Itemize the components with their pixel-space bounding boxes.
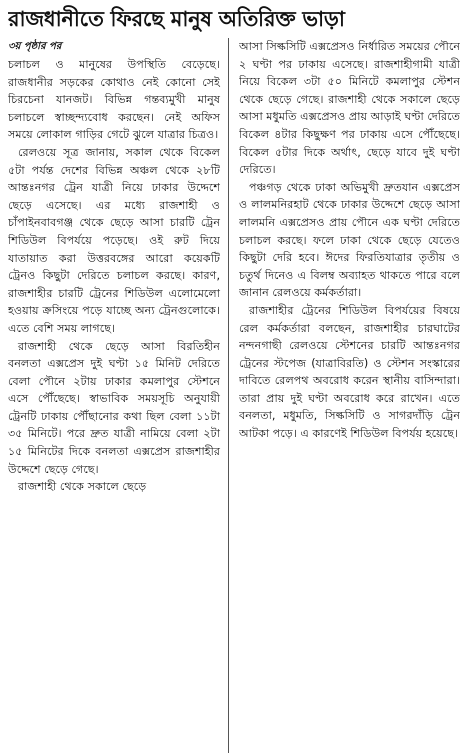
paragraph: রাজশাহীর ট্রেনের শিডিউল বিপর্যয়ের বিষয়ে রেল কর্মকর্তারা বলছেন, রাজশাহীর চারঘাটের নন্দনগাছী রেলওয়ে স্টেশনের চারটি আন্তঃনগর ট্রেনের স্টপেজ (যাত্রাবিরতি) ও স্টেশন সংস্কারের দাবিতে রেলপথ অবরোধ করেন স্থানীয় বাসিন্দারা। তারা প্রায় দুই ঘণ্টা অবরোধ করে রাখেন। এতে বনলতা, মধুমতি, সিল্কসিটি ও সাগরদাঁড়ি ট্রেন আটকা পড়ে। এ কারণেই শিডিউল বিপর্যয় হয়েছে। bbox=[239, 303, 460, 441]
paragraph: রাজশাহী থেকে ছেড়ে আসা বিরতিহীন বনলতা এক্সপ্রেস দুই ঘণ্টা ১৫ মিনিট দেরিতে বেলা পৌনে ২টায় ঢাকার কমলাপুর স্টেশনে এসে পৌঁছেছে। স্বাভাবিক সময়সূচি অনুযায়ী ট্রেনটি ঢাকায় পৌঁছানোর কথা ছিল বেলা ১১টা ৩৫ মিনিটে। পরে দ্রুত যাত্রী নামিয়ে বেলা ২টা ১৫ মিনিটের দিকে বনলতা এক্সপ্রেস রাজশাহীর উদ্দেশে ছেড়ে গেছে। bbox=[8, 339, 220, 476]
paragraph: চলাচল ও মানুষের উপস্থিতি বেড়েছে। রাজধানীর সড়কের কোথাও নেই কোনো সেই চিরচেনা যানজট। বিভিন্ন গন্তব্যমুখী মানুষ চলাচলে স্বাচ্ছন্দ্যবোধ করছেন। নেই অফিস সময়ে লোকাল গাড়ির গেটে ঝুলে যাত্রার চিত্রও। bbox=[8, 58, 220, 142]
paragraph: রেলওয়ে সূত্র জানায়, সকাল থেকে বিকেল ৫টা পর্যন্ত দেশের বিভিন্ন অঞ্চল থেকে ২৮টি আন্তঃনগর ট্রেন যাত্রী নিয়ে ঢাকার উদ্দেশে ছেড়ে এসেছে। এর মধ্যে রাজশাহী ও চাঁপাইনবাবগঞ্জ থেকে ছেড়ে আসা চারটি ট্রেন শিডিউল বিপর্যয়ে পড়েছে। ওই রুট দিয়ে যাতায়াত করা উত্তরবঙ্গের আরো কয়েকটি ট্রেনও কিছুটা দেরিতে চলাচল করছে। কারণ, রাজশাহীর চারটি ট্রেনের শিডিউল এলোমেলো হওয়ায় ক্রসিংয়ে পড়ে যাচ্ছে অন্য ট্রেনগুলোকে। এতে বেশি সময় লাগছে। bbox=[8, 145, 220, 335]
paragraph: পঞ্চগড় থেকে ঢাকা অভিমুখী দ্রুতযান এক্সপ্রেস ও লালমনিরহাট থেকে ঢাকার উদ্দেশে ছেড়ে আসা লালমনি এক্সপ্রেসও প্রায় পৌনে এক ঘণ্টা দেরিতে চলাচল করছে। ফলে ঢাকা থেকে ছেড়ে যেতেও কিছুটা দেরি হবে। ঈদের ফিরতিযাত্রার তৃতীয় ও চতুর্থ দিনেও এ বিলম্ব অব্যাহত থাকতে পারে বলে জানান রেলওয়ে কর্মকর্তারা। bbox=[239, 180, 460, 300]
article-body bbox=[8, 38, 460, 753]
paragraph: রাজশাহী থেকে সকালে ছেড়ে bbox=[18, 480, 147, 494]
continued-from-label: ৩য় পৃষ্ঠার পর bbox=[8, 41, 62, 52]
headline: রাজধানীতে ফিরছে মানুষ অতিরিক্ত ভাড়া bbox=[8, 7, 345, 31]
left-column bbox=[8, 38, 229, 753]
right-column bbox=[239, 38, 460, 753]
paragraph: আসা সিল্কসিটি এক্সপ্রেসও নির্ধারিত সময়ের পৌনে ২ ঘণ্টা পর ঢাকায় এসেছে। রাজশাহীগামী যাত্রী নিয়ে বিকেল ৩টা ৫০ মিনিটে কমলাপুর স্টেশন থেকে ছেড়ে গেছে। রাজশাহী থেকে সকালে ছেড়ে আসা মধুমতি এক্সপ্রেসও প্রায় আড়াই ঘণ্টা দেরিতে বিকেল ৪টার কিছুক্ষণ পর ঢাকায় এসে পৌঁছেছে। বিকেল ৫টার দিকে অর্থাৎ, ছেড়ে যাবে দুই ঘণ্টা দেরিতে। bbox=[239, 40, 460, 177]
